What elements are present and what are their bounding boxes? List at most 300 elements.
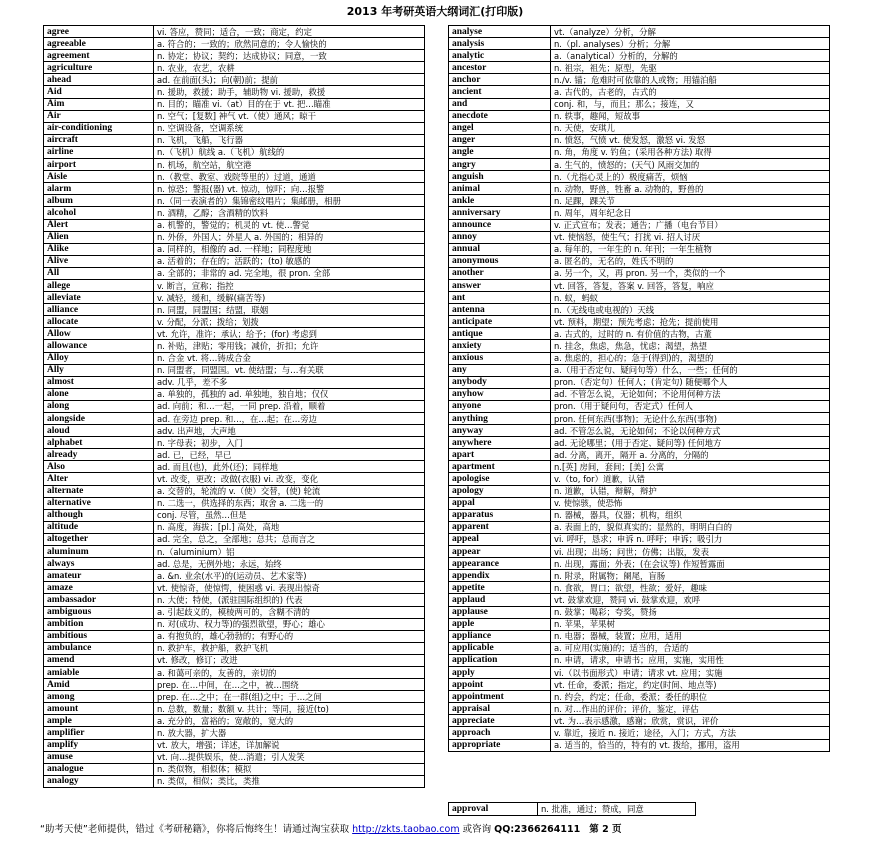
vocab-definition: ad. 完全，总之，全部地；总共；总而言之: [154, 533, 425, 545]
vocab-word: amount: [44, 703, 154, 715]
vocab-definition: n. 类似，相似；类比，类推: [154, 775, 425, 787]
vocab-row: [44, 159, 425, 171]
vocab-row: [44, 292, 425, 304]
vocab-row: [449, 691, 830, 703]
vocab-word: Aisle: [44, 171, 154, 183]
vocab-word: annoy: [449, 231, 551, 243]
vocab-definition: vt. 允许，准许；承认；给予；(for) 考虑到: [154, 328, 425, 340]
vocab-row: [449, 594, 830, 606]
vocab-definition: a. 古代的，古老的，古式的: [551, 86, 830, 98]
vocab-word: appreciate: [449, 715, 551, 727]
vocab-word: allocate: [44, 316, 154, 328]
vocab-row: [44, 533, 425, 545]
vocab-row: [44, 38, 425, 50]
vocab-word: alcohol: [44, 207, 154, 219]
vocab-word: appal: [449, 497, 551, 509]
vocab-definition: n. 飞机，飞船，飞行器: [154, 134, 425, 146]
vocab-row: [449, 461, 830, 473]
footer-contact-text: 或咨询: [462, 824, 492, 835]
vocab-definition: n. 酒精，乙醇；含酒精的饮料: [154, 207, 425, 219]
vocab-row: [449, 376, 830, 388]
vocab-word: amuse: [44, 751, 154, 763]
vocab-definition: ad. 不管怎么说，无论如何；不论以何种方式: [551, 425, 830, 437]
vocab-word: alliance: [44, 304, 154, 316]
vocab-definition: ad. 分离，离开，隔开 a. 分离的，分隔的: [551, 449, 830, 461]
vocab-definition: ad. 总是，无例外地；永远，始终: [154, 558, 425, 570]
vocab-word: ambulance: [44, 642, 154, 654]
vocab-definition: a.（analytical）分析的，分解的: [551, 50, 830, 62]
vocab-word: anything: [449, 413, 551, 425]
vocab-word: amateur: [44, 570, 154, 582]
vocab-word: All: [44, 267, 154, 279]
vocab-row: [449, 50, 830, 62]
vocab-definition: n. 援助，救援；助手，辅助物 vi. 援助，救援: [154, 86, 425, 98]
vocab-word: analogue: [44, 763, 154, 775]
vocab-word: Aid: [44, 86, 154, 98]
vocab-word: angry: [449, 159, 551, 171]
vocab-row: [44, 183, 425, 195]
vocab-definition: pron.（用于疑问句，否定式）任何人: [551, 400, 830, 412]
vocab-word: ambitious: [44, 630, 154, 642]
vocab-word: Alloy: [44, 352, 154, 364]
vocab-row: [44, 110, 425, 122]
vocab-definition: n. 足踝，踝关节: [551, 195, 830, 207]
vocab-word: Allow: [44, 328, 154, 340]
vocab-definition: n. 食欲，胃口；欲望，性欲；爱好，趣味: [551, 582, 830, 594]
vocab-definition: vi. 出现；出场；问世；仿佛；出版，发表: [551, 546, 830, 558]
vocab-word: anchor: [449, 74, 551, 86]
vocab-word: aloud: [44, 425, 154, 437]
vocab-word: aluminum: [44, 546, 154, 558]
vocab-row: [449, 485, 830, 497]
vocab-row: [449, 98, 830, 110]
vocab-row: [44, 195, 425, 207]
vocab-word: analysis: [449, 38, 551, 50]
vocab-word: Aim: [44, 98, 154, 110]
vocab-word: alarm: [44, 183, 154, 195]
vocab-row: [44, 558, 425, 570]
page-title: 2013 年考研英语大纲词汇(打印版): [346, 5, 524, 18]
vocab-word: amplify: [44, 739, 154, 751]
vocab-word: ancient: [449, 86, 551, 98]
vocab-row: [449, 292, 830, 304]
vocab-word: ancestor: [449, 62, 551, 74]
vocab-row: [449, 74, 830, 86]
vocab-word: approach: [449, 727, 551, 739]
vocab-word: apartment: [449, 461, 551, 473]
vocab-word: anybody: [449, 376, 551, 388]
vocab-row: [44, 739, 425, 751]
vocab-definition: n. 周年，周年纪念日: [551, 207, 830, 219]
vocab-row: [449, 727, 830, 739]
vocab-word: anywhere: [449, 437, 551, 449]
vocab-row: [44, 207, 425, 219]
vocab-row: [449, 26, 830, 38]
vocab-definition: n.（飞机）航线 a.（飞机）航线的: [154, 146, 425, 158]
vocab-word: appear: [449, 546, 551, 558]
vocab-row: [44, 497, 425, 509]
vocab-row: [449, 388, 830, 400]
vocab-word: and: [449, 98, 551, 110]
vocab-row: [44, 570, 425, 582]
vocab-row: [449, 679, 830, 691]
vocab-definition: a. 可应用(实施)的；适当的，合适的: [551, 642, 830, 654]
vocab-definition: n. 同盟，同盟国；结盟，联姻: [154, 304, 425, 316]
vocab-row: [44, 630, 425, 642]
vocab-word: ambiguous: [44, 606, 154, 618]
vocab-definition: a. 另一个，又，再 pron. 另一个，类似的一个: [551, 267, 830, 279]
vocab-row: [449, 413, 830, 425]
vocab-word: apply: [449, 666, 551, 678]
vocab-row: [449, 473, 830, 485]
vocab-row: [449, 533, 830, 545]
vocab-row: [449, 497, 830, 509]
vocab-word: airline: [44, 146, 154, 158]
vocab-row: [449, 618, 830, 630]
vocab-row: [44, 255, 425, 267]
taobao-link[interactable]: http://zkts.taobao.com: [352, 824, 460, 835]
vocab-table-extra: [448, 802, 696, 816]
vocab-row: [44, 582, 425, 594]
vocab-row: [44, 461, 425, 473]
vocab-definition: vi. 答应，赞同；适合，一致；商定，约定: [154, 26, 425, 38]
vocab-definition: n.（同一表演者的）集锦密纹唱片；集邮册，相册: [154, 195, 425, 207]
vocab-definition: n. 祖宗，祖先；原型，先驱: [551, 62, 830, 74]
vocab-row: [44, 691, 425, 703]
vocab-row: [449, 38, 830, 50]
vocab-definition: a. 和蔼可亲的，友善的，亲切的: [154, 666, 425, 678]
vocab-definition: adv. 出声地，大声地: [154, 425, 425, 437]
vocab-row: [449, 642, 830, 654]
vocab-word: agree: [44, 26, 154, 38]
vocab-definition: vi. 呼吁，恳求；申诉 n. 呼吁；申诉；吸引力: [551, 533, 830, 545]
vocab-definition: a. 活着的；存在的；活跃的；(to) 敏感的: [154, 255, 425, 267]
vocab-row: [44, 146, 425, 158]
vocab-word: along: [44, 400, 154, 412]
vocab-definition: a. 机警的，警觉的；机灵的 vt. 使…警觉: [154, 219, 425, 231]
vocab-row: [44, 594, 425, 606]
vocab-definition: a. 交替的，轮流的 v.（使）交替，(使) 轮流: [154, 485, 425, 497]
vocab-row: [449, 425, 830, 437]
vocab-row: [449, 654, 830, 666]
vocab-word: allowance: [44, 340, 154, 352]
vocab-definition: n. 挂念，焦虑，焦急，忧虑；渴望，热望: [551, 340, 830, 352]
vocab-word: another: [449, 267, 551, 279]
vocab-row: [44, 388, 425, 400]
vocab-row: [44, 364, 425, 376]
vocab-row: [449, 110, 830, 122]
vocab-row: [449, 328, 830, 340]
vocab-row: [44, 376, 425, 388]
vocab-row: [449, 159, 830, 171]
vocab-word: amend: [44, 654, 154, 666]
vocab-row: [44, 74, 425, 86]
vocab-row: [449, 279, 830, 291]
vocab-word: aircraft: [44, 134, 154, 146]
vocab-definition: vt. 任命，委派；指定，约定(时间、地点等): [551, 679, 830, 691]
vocab-definition: n. 对(成功、权力等)的强烈欲望，野心；雄心: [154, 618, 425, 630]
vocab-word: antique: [449, 328, 551, 340]
vocab-row: [449, 316, 830, 328]
vocab-row: [449, 243, 830, 255]
vocab-word: anticipate: [449, 316, 551, 328]
vocab-table-left: [43, 25, 425, 788]
vocab-definition: prep. 在…之中；在一群(组)之中；于…之间: [154, 691, 425, 703]
vocab-word: among: [44, 691, 154, 703]
vocab-word: anonymous: [449, 255, 551, 267]
vocab-row: [44, 449, 425, 461]
vocab-word: appliance: [449, 630, 551, 642]
vocab-word: apology: [449, 485, 551, 497]
vocab-definition: n. 目的；瞄准 vi.（at）目的在于 vt. 把…瞄准: [154, 98, 425, 110]
vocab-word: applicable: [449, 642, 551, 654]
vocab-row: [44, 618, 425, 630]
vocab-definition: conj. 和，与，而且；那么；接连，又: [551, 98, 830, 110]
vocab-definition: a. 匿名的，无名的，姓氏不明的: [551, 255, 830, 267]
vocab-word: antenna: [449, 304, 551, 316]
vocab-definition: n. 批准，通过；赞成，同意: [538, 803, 696, 816]
vocab-definition: a. 每年的，一年生的 n. 年刊；一年生植物: [551, 243, 830, 255]
vocab-definition: n. 协定；协议；契约；达成协议；同意，一致: [154, 50, 425, 62]
vocab-row: [449, 437, 830, 449]
vocab-row: [449, 195, 830, 207]
vocab-row: [44, 50, 425, 62]
vocab-definition: n.[英] 房间，套间；[美] 公寓: [551, 461, 830, 473]
vocab-word: altitude: [44, 521, 154, 533]
vocab-row: [44, 485, 425, 497]
vocab-definition: n.（教堂、教室、戏院等里的）过道，通道: [154, 171, 425, 183]
vocab-definition: vt. 向…提供娱乐，使…消遣；引人发笑: [154, 751, 425, 763]
vocab-definition: a. 表面上的，貌似真实的；显然的，明明白白的: [551, 521, 830, 533]
vocab-row: [449, 207, 830, 219]
vocab-row: [44, 328, 425, 340]
vocab-row: [449, 546, 830, 558]
vocab-row: [449, 449, 830, 461]
vocab-row: [44, 243, 425, 255]
vocab-row: [449, 171, 830, 183]
vocab-row: [44, 751, 425, 763]
vocab-row: [44, 509, 425, 521]
vocab-definition: vt. 改变，更改；改做(衣服) vi. 改变，变化: [154, 473, 425, 485]
vocab-definition: n. 苹果，苹果树: [551, 618, 830, 630]
vocab-row: [44, 171, 425, 183]
vocab-word: annual: [449, 243, 551, 255]
vocab-definition: vt. 为…表示感激，感谢；欣赏，赏识，评价: [551, 715, 830, 727]
vocab-word: allege: [44, 279, 154, 291]
vocab-word: appeal: [449, 533, 551, 545]
vocab-row: [449, 509, 830, 521]
vocab-definition: n. 同盟者，同盟国。vt. 使结盟；与…有关联: [154, 364, 425, 376]
vocab-definition: a. 同样的，相像的 ad. 一样地；同程度地: [154, 243, 425, 255]
vocab-word: appraisal: [449, 703, 551, 715]
vocab-word: Alive: [44, 255, 154, 267]
vocab-word: Alike: [44, 243, 154, 255]
vocab-word: answer: [449, 279, 551, 291]
vocab-definition: n./v. 锚；危难时可依靠的人或物；用锚泊船: [551, 74, 830, 86]
vocab-definition: ad. 已，已经，早已: [154, 449, 425, 461]
vocab-row: [44, 413, 425, 425]
vocab-word: alleviate: [44, 292, 154, 304]
vocab-definition: n. 大使；特使，(派驻国际组织的) 代表: [154, 594, 425, 606]
vocab-word: apart: [449, 449, 551, 461]
vocab-row: [449, 666, 830, 678]
vocab-word: agreement: [44, 50, 154, 62]
vocab-word: ant: [449, 292, 551, 304]
vocab-word: Alter: [44, 473, 154, 485]
vocab-row: [449, 715, 830, 727]
vocab-word: alternate: [44, 485, 154, 497]
vocab-row: [449, 364, 830, 376]
vocab-word: always: [44, 558, 154, 570]
vocab-row: [449, 630, 830, 642]
vocab-definition: n. 对…作出的评价；评价，鉴定，评估: [551, 703, 830, 715]
vocab-word: amiable: [44, 666, 154, 678]
vocab-definition: vi.（以书面形式）申请；请求 vt. 应用；实施: [551, 666, 830, 678]
vocab-table-right: [448, 25, 830, 752]
vocab-definition: n. 天使，安琪儿: [551, 122, 830, 134]
vocab-word: agreeable: [44, 38, 154, 50]
vocab-word: Alien: [44, 231, 154, 243]
vocab-word: animal: [449, 183, 551, 195]
vocab-row: [44, 267, 425, 279]
vocab-row: [449, 255, 830, 267]
vocab-definition: n. 机场，航空站，航空港: [154, 159, 425, 171]
vocab-definition: n. 器械，器具，仪器；机构，组织: [551, 509, 830, 521]
vocab-definition: n. 愤怒，气愤 vt. 使发怒，激怒 vi. 发怒: [551, 134, 830, 146]
vocab-definition: a. 单独的，孤独的 ad. 单独地，独自地；仅仅: [154, 388, 425, 400]
vocab-definition: n. 角，角度 v. 钓鱼；(采用各种方法) 取得: [551, 146, 830, 158]
vocab-definition: n. 合金 vt. 将…铸成合金: [154, 352, 425, 364]
vocab-word: amplifier: [44, 727, 154, 739]
vocab-definition: n. 约会，约定；任命，委派；委任的职位: [551, 691, 830, 703]
vocab-definition: v. 靠近，接近 n. 接近；途径，入门；方式，方法: [551, 727, 830, 739]
vocab-word: anguish: [449, 171, 551, 183]
page-footer: [40, 823, 830, 837]
vocab-row: [449, 183, 830, 195]
vocab-row: [449, 267, 830, 279]
vocab-definition: vt. 回答，答复，答案 v. 回答，答复，响应: [551, 279, 830, 291]
vocab-word: agriculture: [44, 62, 154, 74]
vocab-definition: a. 适当的，恰当的，特有的 vt. 拨给，挪用，盗用: [551, 739, 830, 751]
qq-number: QQ:2366264111: [494, 824, 581, 835]
vocab-row: [44, 642, 425, 654]
vocab-definition: vt. 预料，期望；预先考虑；抢先；提前使用: [551, 316, 830, 328]
vocab-word: ample: [44, 715, 154, 727]
vocab-definition: n. 蚁，蚂蚁: [551, 292, 830, 304]
vocab-word: applaud: [449, 594, 551, 606]
vocab-definition: a. &n. 业余(水平)的(运动员、艺术家等): [154, 570, 425, 582]
vocab-row: [449, 521, 830, 533]
vocab-row: [44, 715, 425, 727]
vocab-row: [449, 146, 830, 158]
vocab-word: ahead: [44, 74, 154, 86]
vocab-word: ambassador: [44, 594, 154, 606]
vocab-row: [44, 763, 425, 775]
vocab-row: [449, 134, 830, 146]
vocab-word: apparatus: [449, 509, 551, 521]
vocab-definition: n. 动物，野兽，牲畜 a. 动物的，野兽的: [551, 183, 830, 195]
vocab-row: [449, 231, 830, 243]
vocab-row: [449, 219, 830, 231]
vocab-word: alphabet: [44, 437, 154, 449]
vocab-word: announce: [449, 219, 551, 231]
vocab-row: [44, 352, 425, 364]
vocab-word: apple: [449, 618, 551, 630]
vocab-word: appointment: [449, 691, 551, 703]
vocab-row: [44, 134, 425, 146]
vocab-definition: ad. 不管怎么说，无论如何；不论用何种方法: [551, 388, 830, 400]
vocab-word: any: [449, 364, 551, 376]
vocab-word: ankle: [449, 195, 551, 207]
vocab-row: [449, 582, 830, 594]
vocab-definition: pron.（否定句）任何人；(肯定句) 随便哪个人: [551, 376, 830, 388]
vocab-definition: vt. 修改，修订；改进: [154, 654, 425, 666]
vocab-word: although: [44, 509, 154, 521]
vocab-row: [44, 679, 425, 691]
vocab-definition: vt.（analyze）分析，分解: [551, 26, 830, 38]
vocab-word: air-conditioning: [44, 122, 154, 134]
vocab-definition: v. 分配，分派；拨给；划拨: [154, 316, 425, 328]
vocab-definition: a. 古式的，过时的 n. 有价值的古物，古董: [551, 328, 830, 340]
vocab-word: anniversary: [449, 207, 551, 219]
vocab-word: appropriate: [449, 739, 551, 751]
vocab-definition: vt. 放大，增强；详述，详加解说: [154, 739, 425, 751]
vocab-word: Alert: [44, 219, 154, 231]
vocab-row: [44, 316, 425, 328]
vocab-row: [44, 666, 425, 678]
vocab-definition: v.（to, for）道歉，认错: [551, 473, 830, 485]
vocab-definition: n. 鼓掌；喝彩；夸奖，赞扬: [551, 606, 830, 618]
vocab-word: altogether: [44, 533, 154, 545]
vocab-row: [44, 521, 425, 533]
vocab-word: apologise: [449, 473, 551, 485]
vocab-row: [44, 425, 425, 437]
vocab-definition: v. 减轻，缓和，缓解(痛苦等): [154, 292, 425, 304]
vocab-word: Ally: [44, 364, 154, 376]
footer-text: “助考天使”老师提供，错过《考研秘籍》，你将后悔终生！请通过淘宝获取: [40, 824, 350, 835]
vocab-definition: n. 申请，请求，申请书；应用，实施，实用性: [551, 654, 830, 666]
vocab-word: Amid: [44, 679, 154, 691]
vocab-definition: a. 有抱负的，雄心勃勃的；有野心的: [154, 630, 425, 642]
vocab-definition: a. 全部的；非常的 ad. 完全地，很 pron. 全部: [154, 267, 425, 279]
vocab-definition: n.（无线电或电视的）天线: [551, 304, 830, 316]
vocab-definition: n. 外侨，外国人；外星人 a. 外国的；相异的: [154, 231, 425, 243]
vocab-word: approval: [449, 803, 538, 816]
vocab-word: apparent: [449, 521, 551, 533]
vocab-definition: ad. 在旁边 prep. 和…，在…起；在…旁边: [154, 413, 425, 425]
vocab-word: anecdote: [449, 110, 551, 122]
vocab-definition: ad. 而且(也)，此外(还)；同样地: [154, 461, 425, 473]
vocab-definition: v. 正式宣布；发表；通告；广播（电台节目）: [551, 219, 830, 231]
vocab-row: [44, 775, 425, 787]
vocab-word: angle: [449, 146, 551, 158]
vocab-word: analogy: [44, 775, 154, 787]
vocab-word: anxiety: [449, 340, 551, 352]
vocab-row: [44, 546, 425, 558]
vocab-definition: n. 总数，数量；数额 v. 共计；等同，接近(to): [154, 703, 425, 715]
vocab-row: [449, 62, 830, 74]
vocab-row: [44, 340, 425, 352]
vocab-definition: n. 空气；[复数] 神气 vt.（使）通风；晾干: [154, 110, 425, 122]
vocab-word: Also: [44, 461, 154, 473]
vocab-definition: n. 类似物，相似体；模拟: [154, 763, 425, 775]
vocab-definition: n. 二选一，供选择的东西；取舍 a. 二选一的: [154, 497, 425, 509]
vocab-definition: n. 补贴，津贴；零用钱；减价，折扣；允许: [154, 340, 425, 352]
vocab-definition: pron. 任何东西(事物)；无论什么东西(事物): [551, 413, 830, 425]
vocab-definition: n. 附录，附属物；阑尾，盲肠: [551, 570, 830, 582]
vocab-definition: ad. 向前；和…一起，一同 prep. 沿着，顺着: [154, 400, 425, 412]
vocab-word: anyway: [449, 425, 551, 437]
